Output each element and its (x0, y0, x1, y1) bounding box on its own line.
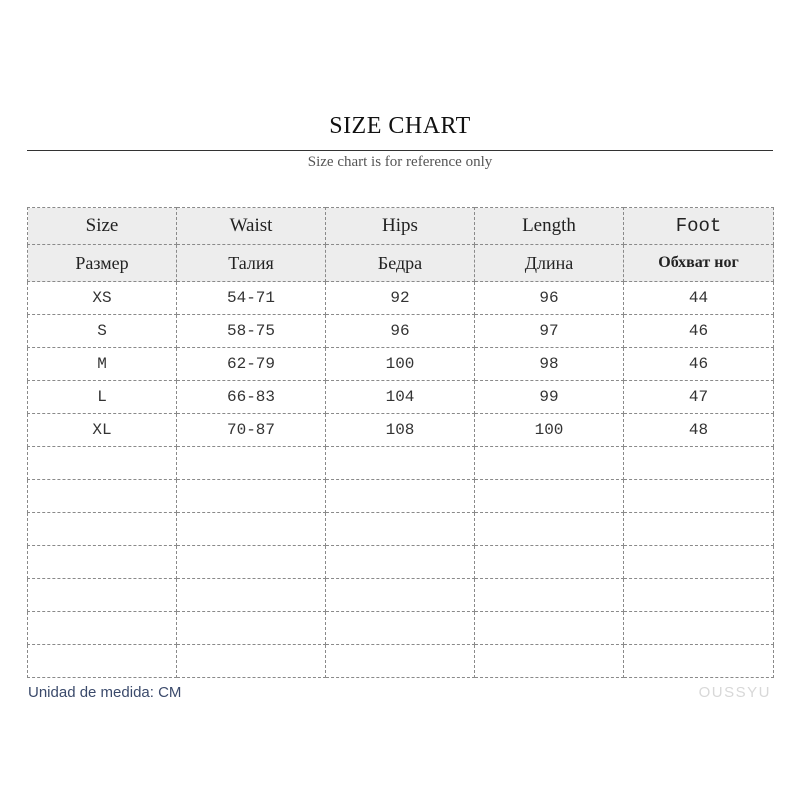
cell-foot: 44 (624, 282, 774, 315)
cell-length: 98 (475, 348, 624, 381)
cell-size: M (28, 348, 177, 381)
cell-size (28, 480, 177, 513)
header-waist-ru: Талия (177, 245, 326, 282)
header-foot-ru: Обхват ног (624, 245, 774, 282)
cell-waist (177, 612, 326, 645)
cell-length (475, 546, 624, 579)
cell-hips (326, 546, 475, 579)
cell-size: XL (28, 414, 177, 447)
cell-size (28, 579, 177, 612)
cell-size: XS (28, 282, 177, 315)
cell-foot (624, 513, 774, 546)
header-length-ru: Длина (475, 245, 624, 282)
cell-waist: 58-75 (177, 315, 326, 348)
table-row (28, 480, 774, 513)
cell-foot (624, 612, 774, 645)
table-row (28, 645, 774, 678)
cell-length: 96 (475, 282, 624, 315)
cell-hips (326, 447, 475, 480)
table-row (28, 414, 774, 447)
table-body (28, 282, 774, 678)
cell-foot (624, 645, 774, 678)
cell-size (28, 447, 177, 480)
cell-size (28, 645, 177, 678)
title-divider (27, 150, 773, 151)
header-hips-ru: Бедра (326, 245, 475, 282)
cell-hips: 92 (326, 282, 475, 315)
brand-watermark: OUSSYU (698, 684, 771, 701)
cell-length: 100 (475, 414, 624, 447)
cell-length (475, 579, 624, 612)
cell-size (28, 513, 177, 546)
cell-hips (326, 612, 475, 645)
header-size: Size (28, 208, 177, 245)
cell-waist: 70-87 (177, 414, 326, 447)
cell-length (475, 513, 624, 546)
table-row (28, 447, 774, 480)
cell-foot (624, 546, 774, 579)
header-hips: Hips (326, 208, 475, 245)
cell-waist (177, 546, 326, 579)
cell-waist: 54-71 (177, 282, 326, 315)
chart-subtitle: Size chart is for reference only (307, 154, 493, 170)
cell-waist: 62-79 (177, 348, 326, 381)
unit-note: Unidad de medida: CM (28, 684, 182, 701)
cell-waist (177, 447, 326, 480)
table-row (28, 579, 774, 612)
size-table (27, 207, 774, 678)
table-row (28, 381, 774, 414)
table-row (28, 513, 774, 546)
cell-foot (624, 579, 774, 612)
table-row (28, 282, 774, 315)
header-row-english (28, 208, 774, 245)
chart-title: SIZE CHART (329, 113, 471, 139)
cell-hips: 108 (326, 414, 475, 447)
header-row-russian (28, 245, 774, 282)
cell-foot: 46 (624, 348, 774, 381)
header-length: Length (475, 208, 624, 245)
cell-foot (624, 480, 774, 513)
table-row (28, 348, 774, 381)
cell-length (475, 612, 624, 645)
table-row (28, 315, 774, 348)
header-waist: Waist (177, 208, 326, 245)
cell-size (28, 546, 177, 579)
cell-waist (177, 579, 326, 612)
cell-foot (624, 447, 774, 480)
cell-length (475, 480, 624, 513)
cell-foot: 48 (624, 414, 774, 447)
cell-waist (177, 513, 326, 546)
cell-hips (326, 513, 475, 546)
cell-hips (326, 480, 475, 513)
cell-foot: 46 (624, 315, 774, 348)
cell-length (475, 645, 624, 678)
cell-size: S (28, 315, 177, 348)
table-row (28, 546, 774, 579)
cell-hips: 100 (326, 348, 475, 381)
cell-hips: 104 (326, 381, 475, 414)
cell-size: L (28, 381, 177, 414)
header-size-ru: Размер (28, 245, 177, 282)
cell-length: 99 (475, 381, 624, 414)
cell-length (475, 447, 624, 480)
cell-waist (177, 480, 326, 513)
cell-waist: 66-83 (177, 381, 326, 414)
cell-hips (326, 645, 475, 678)
cell-foot: 47 (624, 381, 774, 414)
header-foot: Foot (624, 208, 774, 245)
cell-hips (326, 579, 475, 612)
cell-hips: 96 (326, 315, 475, 348)
table-row (28, 612, 774, 645)
cell-size (28, 612, 177, 645)
cell-waist (177, 645, 326, 678)
cell-length: 97 (475, 315, 624, 348)
